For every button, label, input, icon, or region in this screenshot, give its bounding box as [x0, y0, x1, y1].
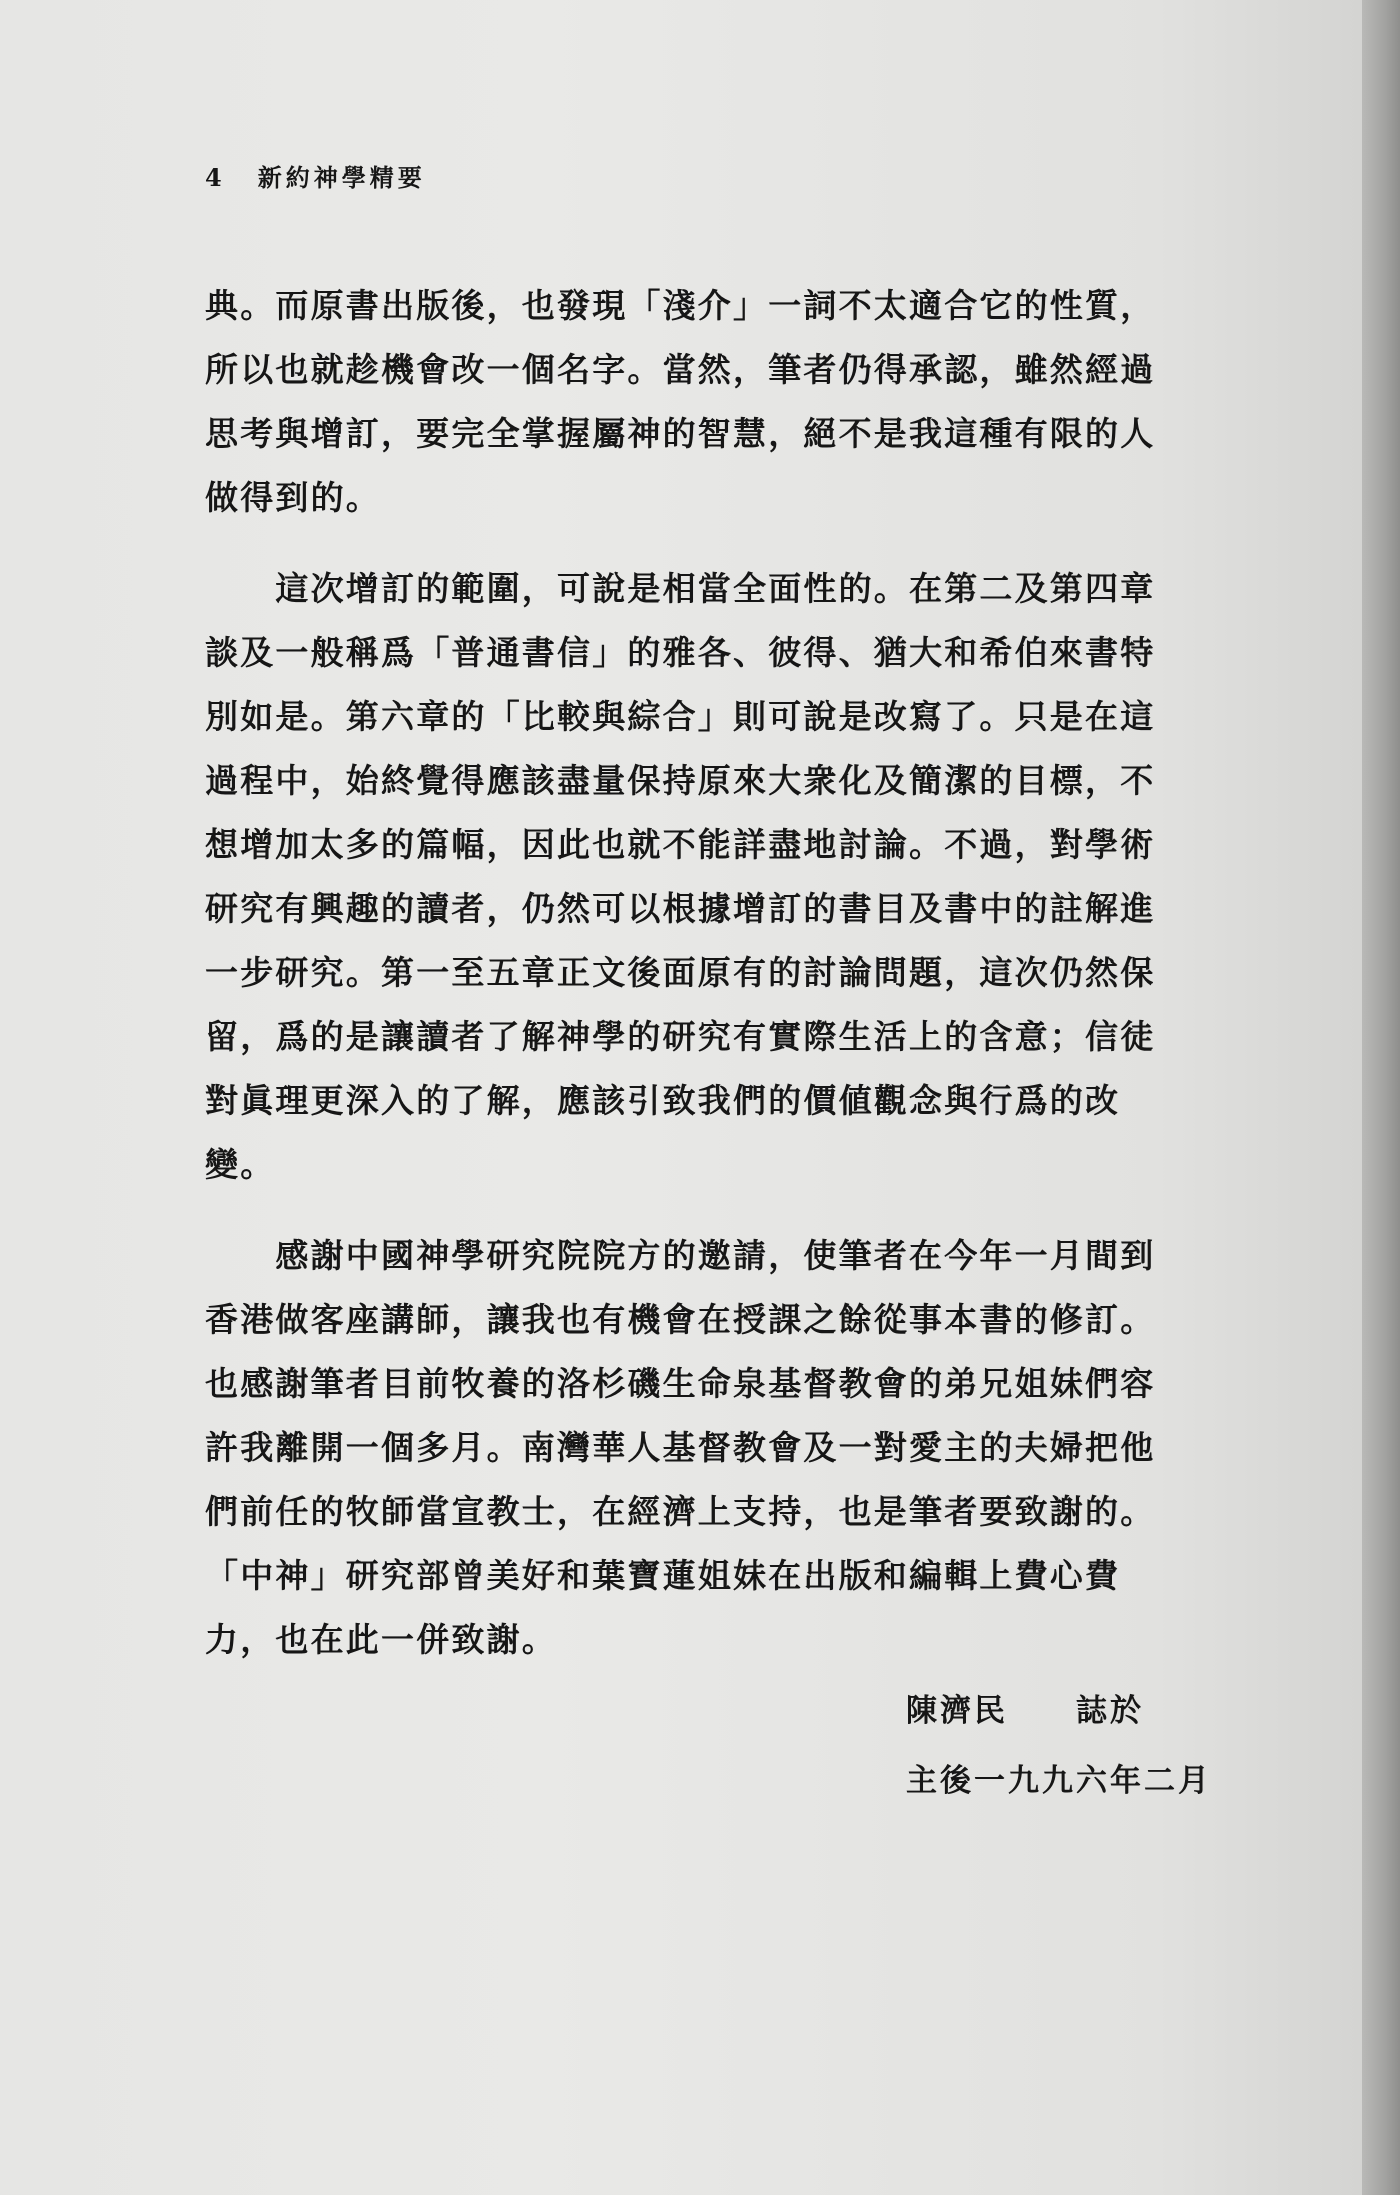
text-line: 想增加太多的篇幅，因此也就不能詳盡地討論。不過，對學術 [205, 825, 1156, 864]
body-text [205, 274, 1263, 1672]
signature-date: 主後一九九六年二月 [906, 1763, 1212, 1799]
text-line: 談及一般稱爲「普通書信」的雅各、彼得、猶大和希伯來書特 [205, 633, 1156, 672]
page-number: 4 [205, 163, 226, 192]
text-line: 力，也在此一併致謝。 [205, 1620, 557, 1659]
text-line: 典。而原書出版後，也發現「淺介」一詞不太適合它的性質， [205, 286, 1156, 325]
text-line: 所以也就趁機會改一個名字。當然，筆者仍得承認，雖然經過 [205, 350, 1156, 389]
text-line: 留，爲的是讓讀者了解神學的研究有實際生活上的含意；信徒 [205, 1017, 1156, 1056]
text-line: 感謝中國神學研究院院方的邀請，使筆者在今年一月間到 [205, 1236, 1156, 1275]
page-edge-shadow [1362, 0, 1400, 2195]
text-line: 過程中，始終覺得應該盡量保持原來大衆化及簡潔的目標，不 [205, 761, 1156, 800]
text-line: 變。 [205, 1145, 276, 1184]
text-line: 別如是。第六章的「比較與綜合」則可說是改寫了。只是在這 [205, 697, 1156, 736]
paragraph-2 [205, 557, 1263, 1197]
text-line: 香港做客座講師，讓我也有機會在授課之餘從事本書的修訂。 [205, 1300, 1156, 1339]
text-line: 研究有興趣的讀者，仍然可以根據增訂的書目及書中的註解進 [205, 889, 1156, 928]
text-line: 「中神」研究部曾美好和葉寶蓮姐妹在出版和編輯上費心費 [205, 1556, 1121, 1595]
text-line: 也感謝筆者目前牧養的洛杉磯生命泉基督教會的弟兄姐妹們容 [205, 1364, 1156, 1403]
text-line: 做得到的。 [205, 478, 381, 517]
text-line: 這次增訂的範圍，可說是相當全面性的。在第二及第四章 [205, 569, 1156, 608]
paragraph-3 [205, 1224, 1263, 1672]
book-title: 新約神學精要 [257, 163, 426, 192]
running-head [205, 158, 426, 193]
text-line: 一步研究。第一至五章正文後面原有的討論問題，這次仍然保 [205, 953, 1156, 992]
text-line: 思考與增訂，要完全掌握屬神的智慧，絕不是我這種有限的人 [205, 414, 1156, 453]
paragraph-1 [205, 274, 1263, 530]
text-line: 們前任的牧師當宣教士，在經濟上支持，也是筆者要致謝的。 [205, 1492, 1156, 1531]
text-line: 許我離開一個多月。南灣華人基督教會及一對愛主的夫婦把他 [205, 1428, 1156, 1467]
signature-name: 陳濟民 誌於 [906, 1693, 1144, 1729]
text-line: 對眞理更深入的了解，應該引致我們的價値觀念與行爲的改 [205, 1081, 1121, 1120]
